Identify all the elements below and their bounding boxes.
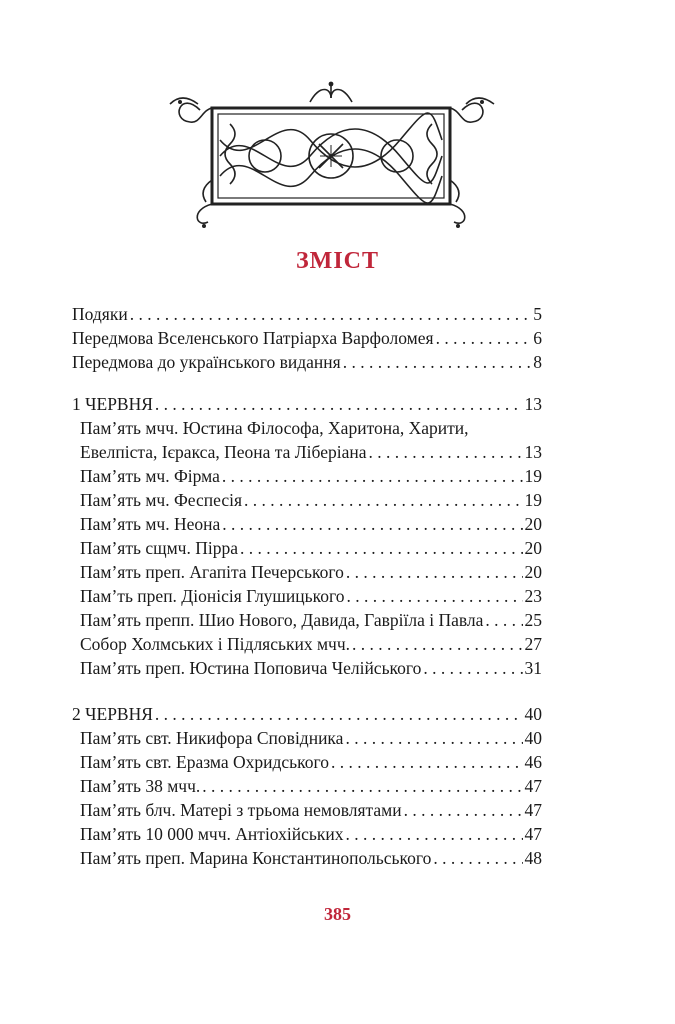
leader-dots <box>155 702 523 726</box>
section-title: 1 ЧЕРВНЯ <box>72 394 153 414</box>
leader-dots <box>346 584 522 608</box>
leader-dots <box>222 512 522 536</box>
toc-entry-page: 20 <box>524 562 542 582</box>
toc-entry-label: Пам’ять преп. Марина Константинопольського <box>80 848 432 868</box>
toc-entry[interactable] <box>72 608 542 632</box>
toc-entry-page: 13 <box>524 442 542 462</box>
toc-entry[interactable] <box>72 726 542 750</box>
leader-dots <box>369 440 523 464</box>
toc-entry-page: 6 <box>533 328 542 348</box>
toc-entry-label: Пам’ять препп. Шио Нового, Давида, Гавріїла і Павла <box>80 610 484 630</box>
toc-entry-page: 31 <box>524 658 542 678</box>
toc-entry-label: Собор Холмських і Підляських мчч. <box>80 634 351 654</box>
leader-dots <box>244 488 522 512</box>
toc-entry[interactable] <box>72 774 542 798</box>
toc-entry[interactable] <box>72 536 542 560</box>
toc-entry[interactable] <box>72 798 542 822</box>
toc-entry-label: Передмова Вселенського Патріарха Варфоломея <box>72 328 434 348</box>
section-page: 40 <box>524 704 542 724</box>
toc-entry-page: 5 <box>533 304 542 324</box>
toc-entry-page: 20 <box>524 538 542 558</box>
toc-entry-page: 47 <box>524 824 542 844</box>
toc-entry-label: Пам’ять 38 мчч. <box>80 776 201 796</box>
leader-dots <box>352 632 522 656</box>
toc-entry[interactable] <box>72 302 542 326</box>
toc-entry-page: 19 <box>524 490 542 510</box>
toc-entry-label: Пам’ять мч. Феспесія <box>80 490 243 510</box>
toc-entry-page: 23 <box>524 586 542 606</box>
toc-entry-page: 47 <box>524 776 542 796</box>
page-number: 385 <box>324 904 351 924</box>
leader-dots <box>155 392 523 416</box>
section-heading-entry[interactable] <box>72 702 542 726</box>
leader-dots <box>130 302 532 326</box>
toc-entry-label-line1[interactable]: Пам’ять мчч. Юстина Філософа, Харитона, Харити, <box>80 418 469 438</box>
toc-entry-label: Пам’ть преп. Діонісія Глушицького <box>80 586 345 606</box>
toc-entry-page: 20 <box>524 514 542 534</box>
section-june-2 <box>72 702 542 870</box>
toc-entry-label: Евелпіста, Ієракса, Пеона та Ліберіана <box>80 442 367 462</box>
toc-entry-page: 48 <box>524 848 542 868</box>
toc-entry-page: 19 <box>524 466 542 486</box>
leader-dots <box>433 846 522 870</box>
toc-entry-label: Пам’ять свт. Никифора Сповідника <box>80 728 344 748</box>
toc-entry[interactable] <box>72 464 542 488</box>
toc-entry[interactable] <box>72 350 542 374</box>
toc-entry-page: 40 <box>524 728 542 748</box>
toc-entry[interactable] <box>72 632 542 656</box>
toc-entry[interactable] <box>72 440 542 464</box>
toc-entry[interactable] <box>72 750 542 774</box>
section-page: 13 <box>524 394 542 414</box>
toc-entry[interactable] <box>72 326 542 350</box>
toc-entry[interactable] <box>72 512 542 536</box>
toc-entry[interactable] <box>72 584 542 608</box>
toc-entry[interactable] <box>72 656 542 680</box>
toc-entry-label: Пам’ять мч. Фірма <box>80 466 220 486</box>
leader-dots <box>240 536 523 560</box>
toc-entry-page: 25 <box>524 610 542 630</box>
leader-dots <box>343 350 532 374</box>
toc-entry-label: Пам’ять мч. Неона <box>80 514 221 534</box>
toc-entry-label: Передмова до українського видання <box>72 352 341 372</box>
headpiece-ornament-icon <box>160 80 510 230</box>
section-title: 2 ЧЕРВНЯ <box>72 704 153 724</box>
toc-entry-page: 8 <box>533 352 542 372</box>
toc-entry-label: Подяки <box>72 304 128 324</box>
leader-dots <box>436 326 532 350</box>
front-matter-list <box>72 302 542 374</box>
toc-heading: ЗМІСТ <box>296 248 379 274</box>
leader-dots <box>485 608 522 632</box>
toc-entry-label: Пам’ять блч. Матері з трьома немовлятами <box>80 800 402 820</box>
toc-entry[interactable] <box>72 846 542 870</box>
toc-entry[interactable] <box>72 560 542 584</box>
leader-dots <box>404 798 523 822</box>
toc-entry-page: 46 <box>524 752 542 772</box>
section-heading-entry[interactable] <box>72 392 542 416</box>
leader-dots <box>423 656 522 680</box>
toc-entry-label: Пам’ять сщмч. Пірра <box>80 538 238 558</box>
toc-entry-label: Пам’ять свт. Еразма Охридського <box>80 752 330 772</box>
toc-entry[interactable] <box>72 822 542 846</box>
leader-dots <box>345 822 522 846</box>
leader-dots <box>222 464 523 488</box>
toc-entry-label: Пам’ять преп. Юстина Поповича Челійського <box>80 658 422 678</box>
leader-dots <box>331 750 522 774</box>
section-june-1 <box>72 392 542 680</box>
leader-dots <box>202 774 522 798</box>
toc-entry-label: Пам’ять преп. Агапіта Печерського <box>80 562 344 582</box>
toc-entry[interactable] <box>72 488 542 512</box>
leader-dots <box>345 726 522 750</box>
toc-entry-page: 27 <box>524 634 542 654</box>
toc-entry-page: 47 <box>524 800 542 820</box>
leader-dots <box>346 560 523 584</box>
toc-entry-label: Пам’ять 10 000 мчч. Антіохійських <box>80 824 344 844</box>
